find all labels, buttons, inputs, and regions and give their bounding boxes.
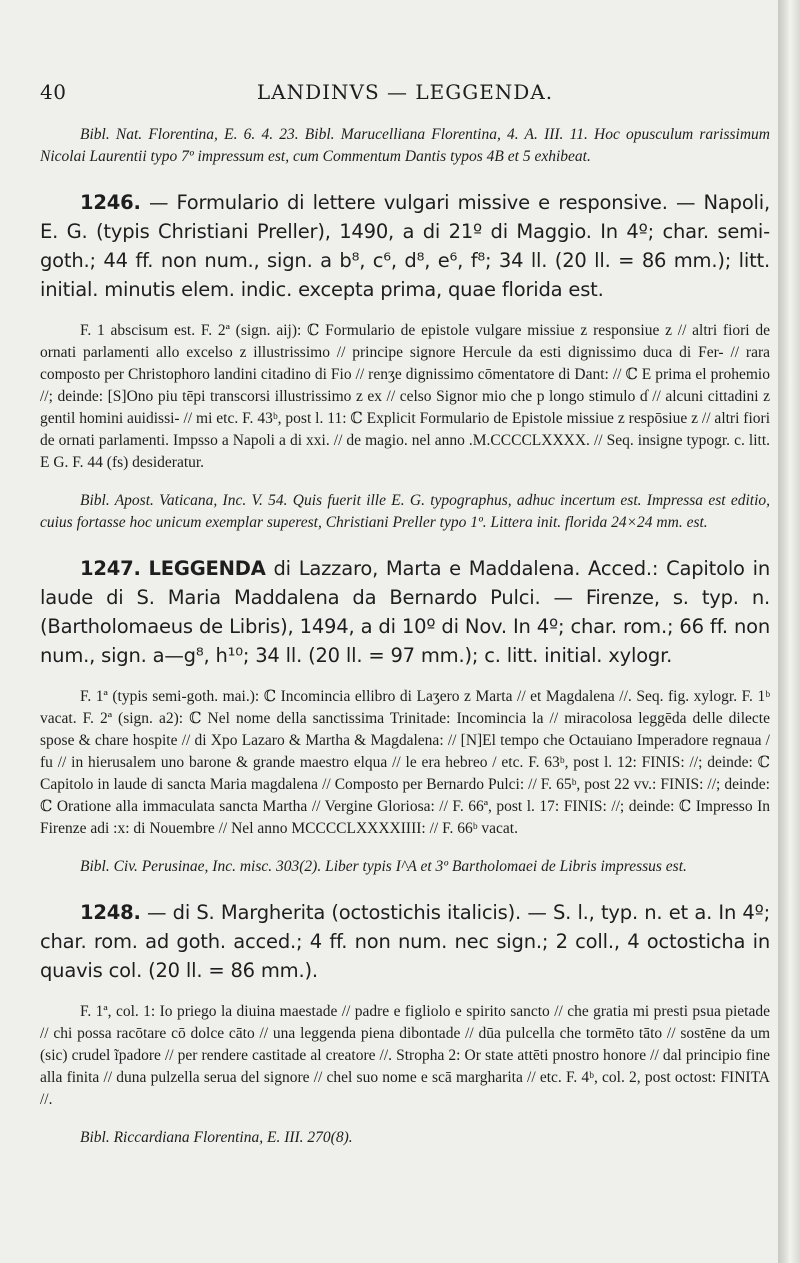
intro-bibl-note: Bibl. Nat. Florentina, E. 6. 4. 23. Bibl. Marucelliana Florentina, 4. A. III. 11. Hoc opusculum rarissimum Nicolai Laurentii typo 7º impressum est, cum Commentum Dantis typos 4B et 5 exhibeat. — [40, 126, 770, 165]
page-header — [40, 80, 770, 110]
entry-1247-title — [40, 554, 770, 670]
entry-1246-description: F. 1 abscisum est. F. 2ª (sign. aij): ℂ Formulario de epistole vulgare missiue z responsiue z // altri fiori de ornati parlamenti allo excelso z illustrissimo // principe signore Hercule da esti dignissimo duca di Fer- // rara composto per Christophoro landini citadino di Fio // renʒe dignissimo cōmentatore di Dant: // ℂ E prima el prohemio //; deinde: [S]Ono piu tēpi transcorsi illustrissimo z ex // celso Signor mio che p longo stimulo ɗ // alcuni cittadini z gentil homini auidissi- // mi etc. F. 43ᵇ, post l. 11: ℂ Explicit Formulario de Epistole missiue z respōsiue z // altri fiori de ornati parlamenti. Impsso a Napoli a di xxi. // de magio. nel anno .M.CCCCLXXXX. // Seq. insigne typogr. c. litt. E G. F. 44 (fs) desideratur. — [40, 322, 770, 471]
entry-title-bold: LEGGENDA — [148, 557, 266, 580]
entry-number: 1247. — [80, 557, 141, 580]
entry-number: 1246. — [80, 191, 141, 214]
entry-1248-title — [40, 898, 770, 985]
entry-1246-title — [40, 188, 770, 304]
entry-1246-bibl: Bibl. Apost. Vaticana, Inc. V. 54. Quis fuerit ille E. G. typographus, adhuc incertum est. Impressa est editio, cuius fortasse hoc unicum exemplar superest, Christiani Preller typo 1º. Littera init. florida 24×24 mm. est. — [40, 492, 770, 531]
entry-title-text: di Lazzaro, Marta e Maddalena. Acced.: Capitolo in laude di S. Maria Maddalena da Bernardo Pulci. — Firenze, s. typ. n. (Bartholomaeus de Libris), 1494, a di 10º di Nov. In 4º; char. rom.; 66 ff. non num., sign. a—g⁸, h¹⁰; 34 ll. (20 ll. = 97 mm.); c. litt. initial. xylogr. — [40, 557, 771, 667]
entry-number: 1248. — [80, 901, 141, 924]
entry-1248-description: F. 1ª, col. 1: Io priego la diuina maestade // padre e figliolo e spirito sancto // che gratia mi presti psua pietade // chi possa racōtare cō dolce cāto // una leggenda piena dibontade // dūa pulcella che tormēto tāto // sostēne da um (sic) crudel ĩpadore // per rendere castitade al creatore //. Stropha 2: Or state attēti pnostro honore // dal principio fine alla finita // duna pulzella serua del signore // chel suo nome e scā margharita // etc. F. 4ᵇ, col. 2, post octost: FINITA //. — [40, 1003, 770, 1108]
page-content — [40, 124, 770, 1149]
entry-title-text: — Formulario di lettere vulgari missive e responsive. — Napoli, E. G. (typis Christiani Preller), 1490, a di 21º di Maggio. In 4º; char. semi-goth.; 44 ff. non num., sign. a b⁸, c⁶, d⁸, e⁶, f⁸; 34 ll. (20 ll. = 86 mm.); litt. initial. minutis elem. indic. excepta prima, quae florida est. — [40, 191, 770, 301]
page-number: 40 — [40, 80, 67, 104]
page-edge-shadow — [778, 0, 800, 1263]
running-title: LANDINVS — LEGGENDA. — [256, 80, 554, 104]
entry-1247-bibl: Bibl. Civ. Perusinae, Inc. misc. 303(2). Liber typis I^A et 3º Bartholomaei de Libris impressus est. — [80, 858, 687, 875]
entry-title-text: — di S. Margherita (octostichis italicis). — S. l., typ. n. et a. In 4º; char. rom. ad goth. acced.; 4 ff. non num. nec sign.; 2 coll., 4 octosticha in quavis col. (20 ll. = 86 mm.). — [40, 901, 770, 982]
entry-1247-description: F. 1ª (typis semi-goth. mai.): ℂ Incomincia ellibro di Laʒero z Marta // et Magdalena //. Seq. fig. xylogr. F. 1ᵇ vacat. F. 2ª (sign. a2): ℂ Nel nome della sanctissima Trinitade: Incomincia la // miracolosa leggēda delle dilecte spose & chare hospite // di Xpo Lazaro & Martha & Magdalena: // [N]El tempo che Octauiano Imperadore regnaua / fu // in hierusalem uno barone & grande maestro elqua // le era hebreo / etc. F. 63ᵇ, post l. 12: FINIS: //; deinde: ℂ Capitolo in laude di sancta Maria magdalena // Composto per Bernardo Pulci: // F. 65ᵇ, post 22 vv.: FINIS: //; deinde: ℂ Oratione alla immaculata sancta Martha // Vergine Gloriosa: // F. 66ª, post l. 17: FINIS: //; deinde: ℂ Impresso In Firenze adi :x: di Nouembre // Nel anno MCCCCLXXXXIIII: // F. 66ᵇ vacat. — [40, 688, 770, 837]
entry-1248-bibl: Bibl. Riccardiana Florentina, E. III. 270(8). — [80, 1129, 353, 1146]
